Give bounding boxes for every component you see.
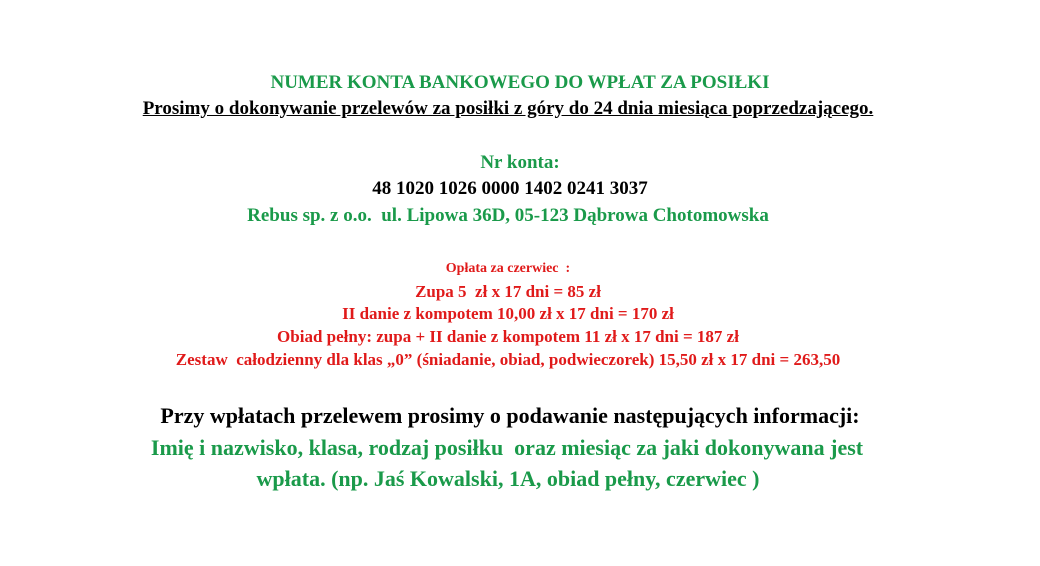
fee-item-soup: Zupa 5 zł x 17 dni = 85 zł: [415, 282, 601, 301]
page-title: NUMER KONTA BANKOWEGO DO WPŁAT ZA POSIŁKI: [270, 72, 770, 93]
recipient-address: Rebus sp. z o.o. ul. Lipowa 36D, 05-123 Dąbrowa Chotomowska: [247, 205, 769, 226]
instructions-line-1: Imię i nazwisko, klasa, rodzaj posiłku oraz miesiąc za jaki dokonywana jest: [150, 435, 864, 460]
fees-heading: Opłata za czerwiec :: [445, 261, 571, 276]
account-label: Nr konta:: [480, 152, 560, 173]
instructions-lead: Przy wpłatach przelewem prosimy o podawanie następujących informacji:: [160, 403, 860, 428]
instructions-line-2: wpłata. (np. Jaś Kowalski, 1A, obiad pełny, czerwiec ): [256, 466, 760, 491]
fee-item-main-course: II danie z kompotem 10,00 zł x 17 dni = 170 zł: [342, 304, 674, 323]
account-number: 48 1020 1026 0000 1402 0241 3037: [372, 178, 648, 199]
fee-item-full-day-set: Zestaw całodzienny dla klas „0” (śniadanie, obiad, podwieczorek) 15,50 zł x 17 dni = 263,50: [175, 350, 841, 369]
payment-deadline-note: Prosimy o dokonywanie przelewów za posiłki z góry do 24 dnia miesiąca poprzedzającego.: [142, 98, 874, 119]
fee-item-full-lunch: Obiad pełny: zupa + II danie z kompotem 11 zł x 17 dni = 187 zł: [277, 327, 739, 346]
